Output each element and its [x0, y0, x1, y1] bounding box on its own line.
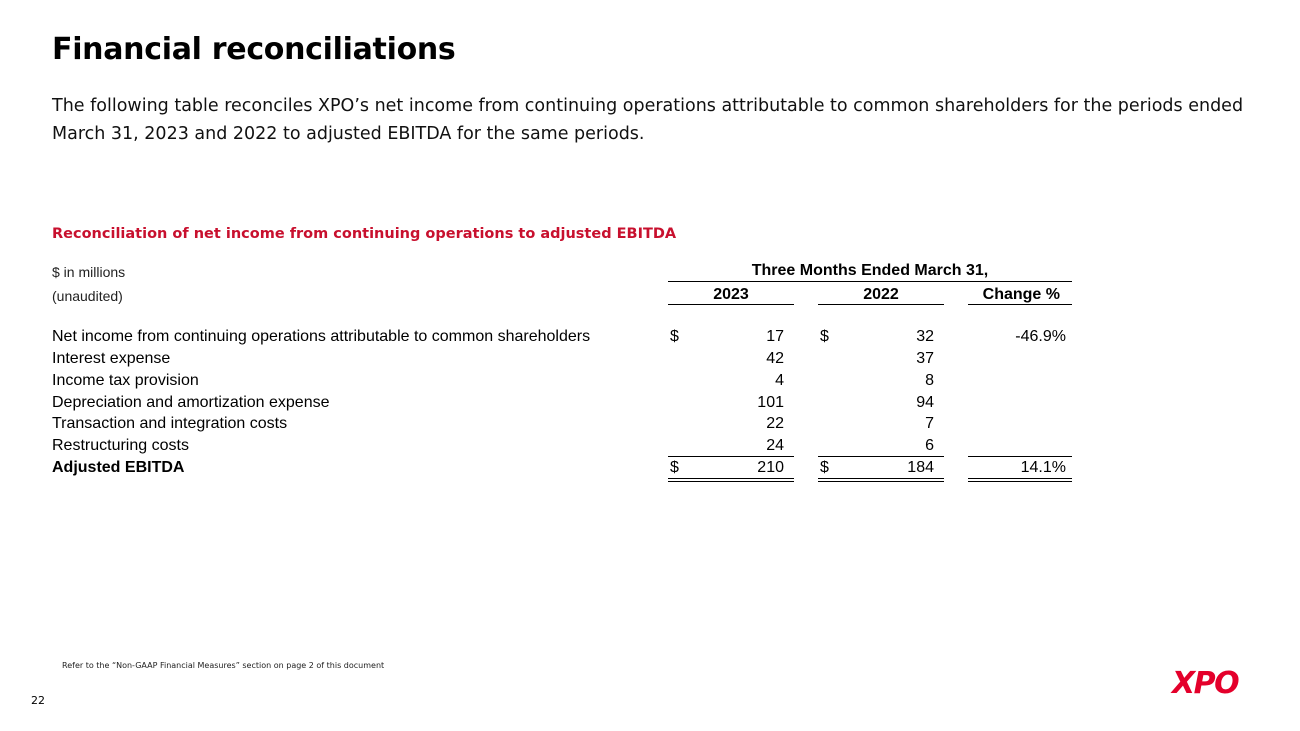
col-rule-2022 [818, 304, 944, 305]
row-label: Income tax provision [52, 372, 199, 389]
value-2023: 24 [766, 437, 784, 454]
value-2022: 8 [925, 372, 934, 389]
row-label: Transaction and integration costs [52, 415, 288, 432]
units-label: $ in millions [52, 264, 126, 280]
row-label: Restructuring costs [52, 437, 189, 454]
page-number: 22 [31, 694, 45, 707]
section-title: Reconciliation of net income from continuing operations to adjusted EBITDA [52, 226, 677, 242]
value-2022: 37 [916, 350, 934, 367]
col-rule-change [968, 304, 1072, 305]
currency-symbol: $ [820, 459, 829, 476]
subtotal-rule-change [968, 456, 1072, 457]
row-label: Net income from continuing operations attributable to common shareholders [52, 328, 591, 345]
value-change: -46.9% [1015, 328, 1066, 345]
value-2023: 101 [757, 394, 784, 411]
subtotal-rule-2023 [668, 456, 794, 457]
total-2023: 210 [757, 459, 784, 476]
total-double-rule-2023 [668, 478, 794, 482]
total-2022: 184 [907, 459, 934, 476]
period-header-rule [668, 281, 1072, 282]
value-2022: 7 [925, 415, 934, 432]
total-change: 14.1% [1020, 459, 1066, 476]
xpo-logo: XPO [1172, 666, 1239, 701]
value-2022: 32 [916, 328, 934, 345]
value-2022: 94 [916, 394, 934, 411]
subtotal-rule-2022 [818, 456, 944, 457]
value-2023: 17 [766, 328, 784, 345]
currency-symbol: $ [670, 328, 679, 345]
footnote: Refer to the “Non-GAAP Financial Measures” section on page 2 of this document [62, 661, 385, 670]
currency-symbol: $ [820, 328, 829, 345]
value-2023: 22 [766, 415, 784, 432]
page-title: Financial reconciliations [52, 32, 456, 67]
unaudited-label: (unaudited) [52, 288, 123, 304]
total-double-rule-change [968, 478, 1072, 482]
col-rule-2023 [668, 304, 794, 305]
period-header: Three Months Ended March 31, [751, 262, 989, 279]
row-label: Depreciation and amortization expense [52, 394, 330, 411]
page-subtitle: The following table reconciles XPO’s net income from continuing operations attributable to common shareholders for the periods ended March 31, 2023 and 2022 to adjusted EBITDA for the same periods. [52, 96, 1244, 144]
col-header-2023: 2023 [713, 286, 749, 303]
col-header-2022: 2022 [863, 286, 899, 303]
row-label: Interest expense [52, 350, 171, 367]
total-label: Adjusted EBITDA [52, 459, 185, 476]
value-2023: 4 [775, 372, 784, 389]
value-2022: 6 [925, 437, 934, 454]
col-header-change: Change % [982, 286, 1060, 303]
total-double-rule-2022 [818, 478, 944, 482]
currency-symbol: $ [670, 459, 679, 476]
value-2023: 42 [766, 350, 784, 367]
